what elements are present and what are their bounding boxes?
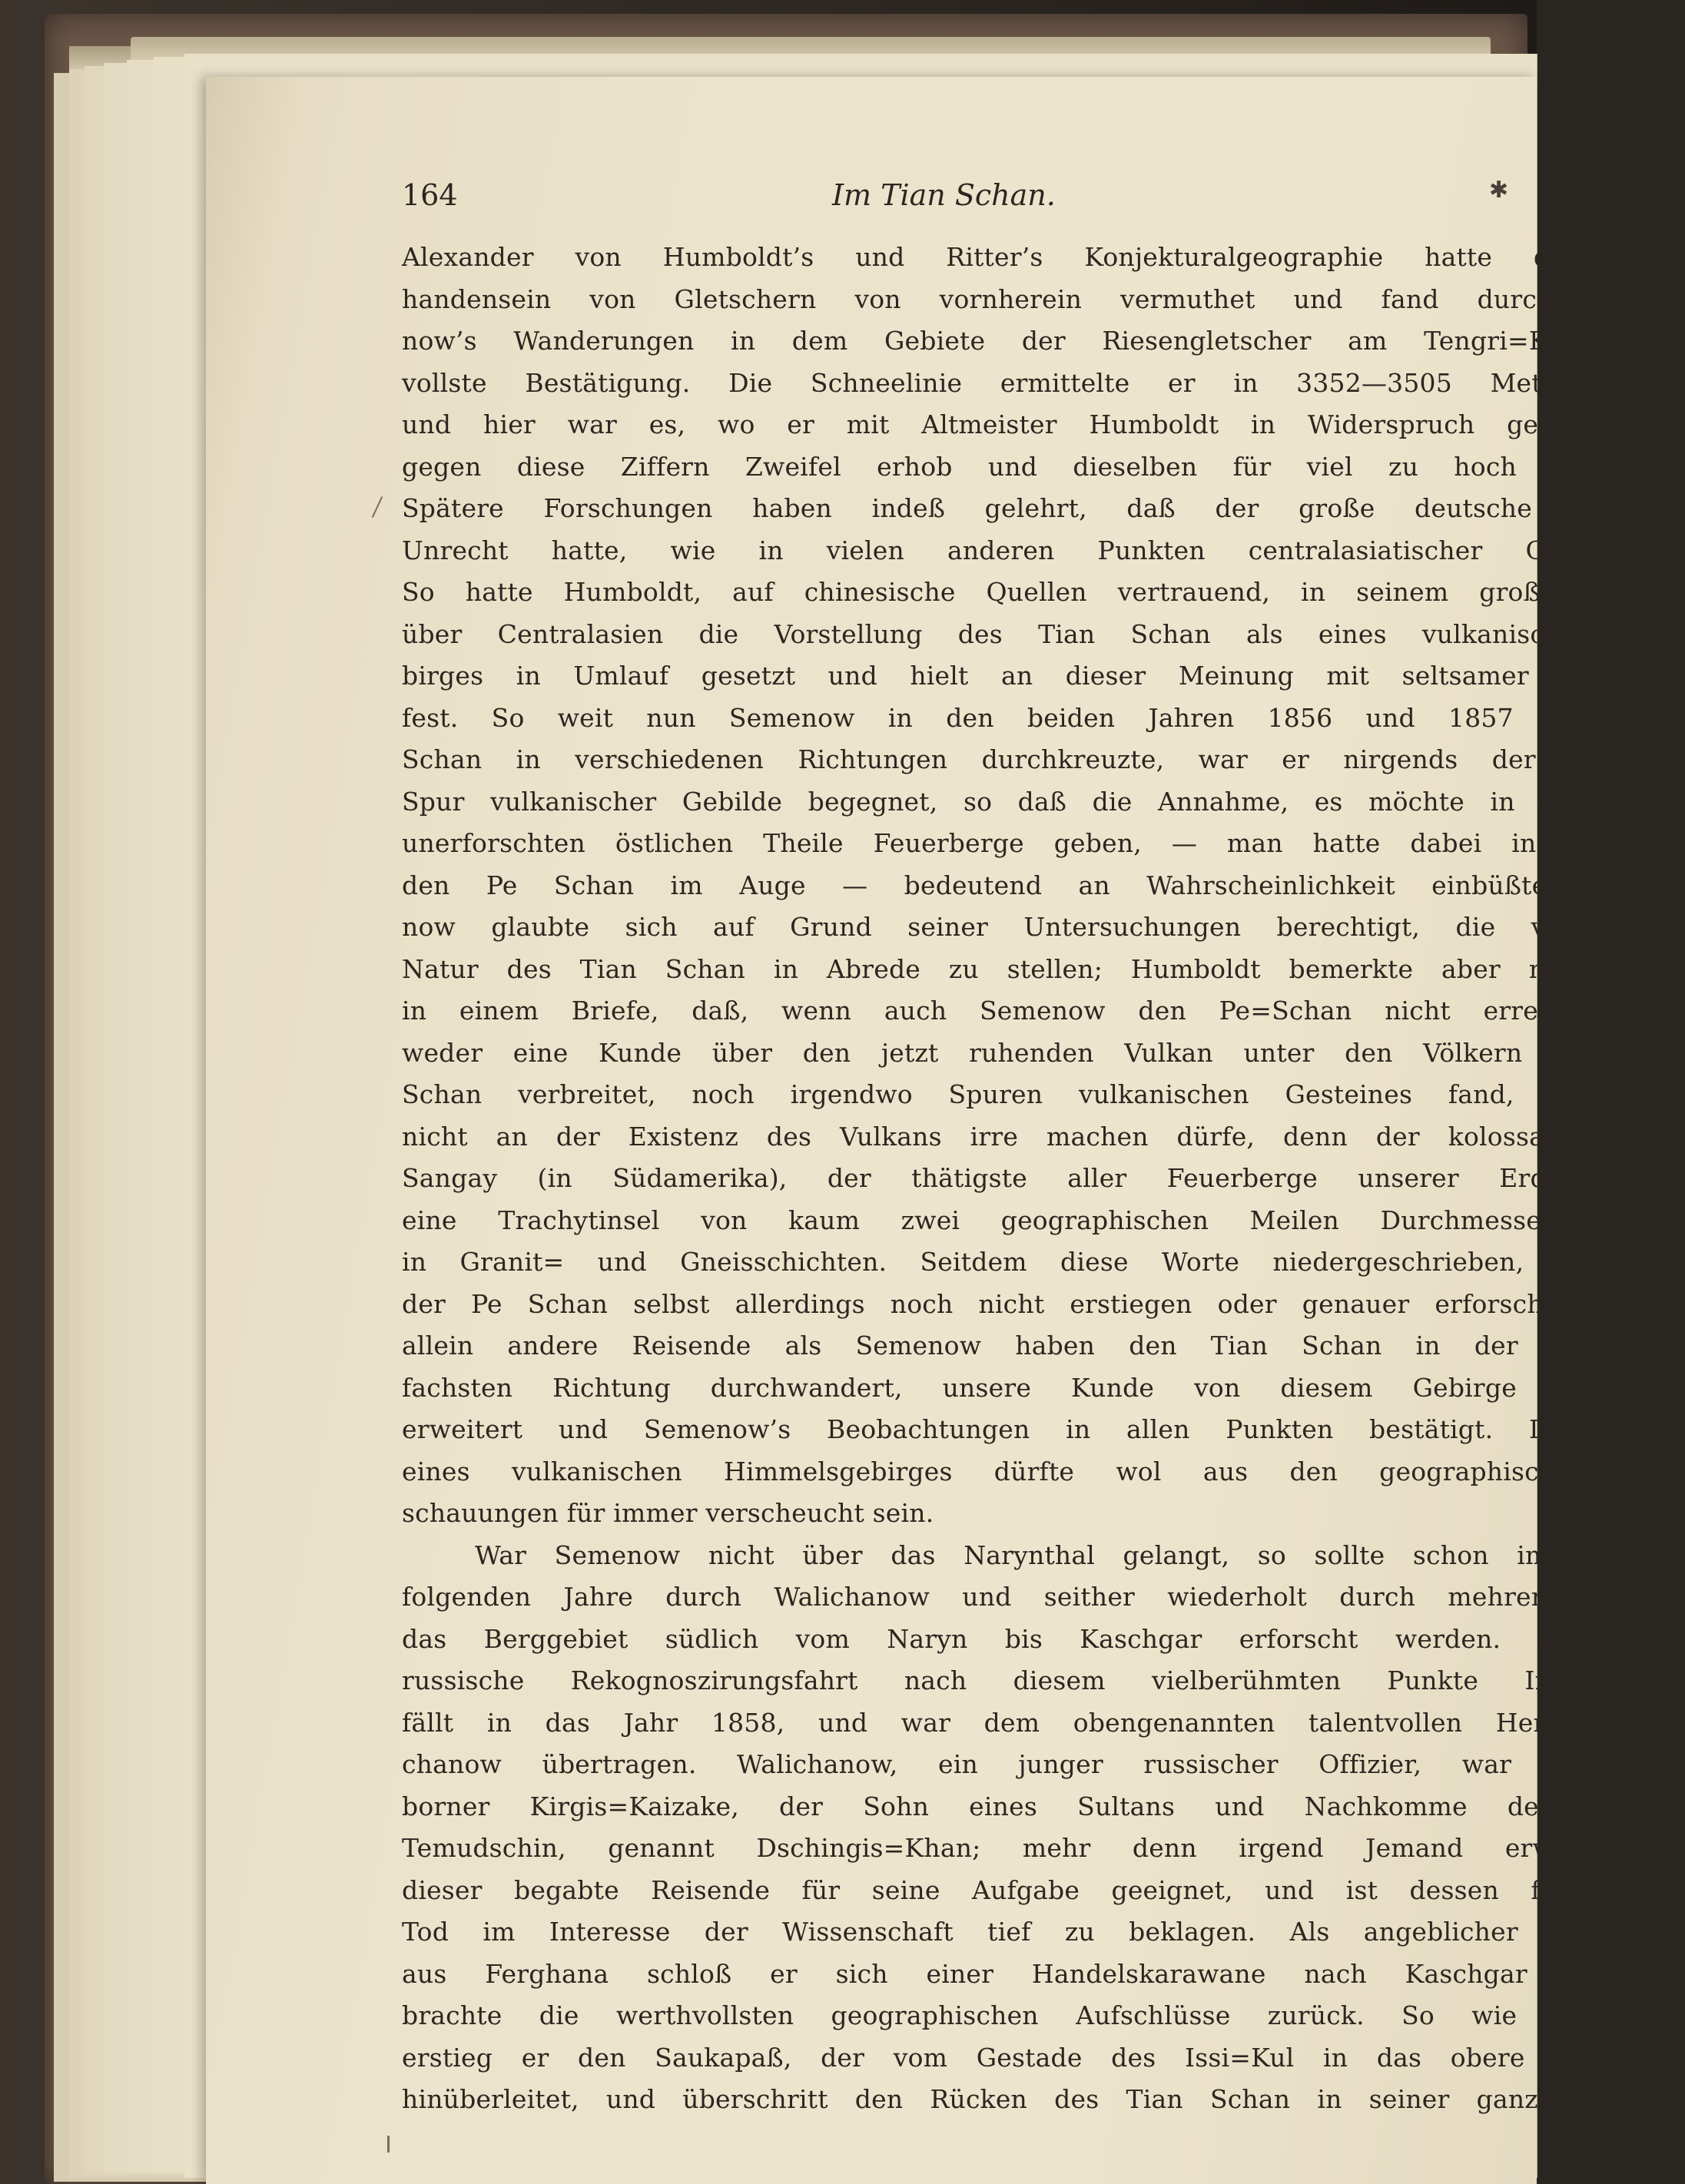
pencil-mark (387, 2136, 390, 2153)
text-line: aus Ferghana schloß er sich einer Handelskarawane nach Kaschgar an und (402, 1958, 1685, 1989)
text-line: vollste Bestätigung. Die Schneelinie ermittelte er in 3352—3505 Meter Höhe, (402, 367, 1685, 398)
page-body (402, 237, 1685, 2121)
text-line: dieser begabte Reisende für seine Aufgabe geeignet, und ist dessen frühzeitiger (402, 1874, 1685, 1905)
text-line: Natur des Tian Schan in Abrede zu stellen; Humboldt bemerkte aber noch 1858 (402, 953, 1685, 984)
text-line: Unrecht hatte, wie in vielen anderen Punkten centralasiatischer Geographie. (402, 535, 1685, 565)
text-line: Spätere Forschungen haben indeß gelehrt, daß der große deutsche Gelehrte (402, 493, 1685, 523)
text-line: den Pe Schan im Auge — bedeutend an Wahrscheinlichkeit einbüßte. Seme= (402, 870, 1685, 900)
text-line: allein andere Reisende als Semenow haben den Tian Schan in der mannich= (402, 1331, 1685, 1360)
text-line: Sangay (in Südamerika), der thätigste aller Feuerberge unserer Erde, bildet (402, 1163, 1685, 1193)
text-line: in Granit= und Gneisschichten. Seitdem diese Worte niedergeschrieben, ist zwar (402, 1247, 1685, 1277)
text-line: erweitert und Semenow’s Beobachtungen in allen Punkten bestätigt. Der Wahn (402, 1414, 1685, 1444)
text-line: über Centralasien die Vorstellung des Tian Schan als eines vulkanischen Ge= (402, 618, 1685, 649)
page-number: 164 (402, 178, 458, 212)
paragraph-start-line: War Semenow nicht über das Narynthal gelangt, so sollte schon im nächst= (475, 1539, 1685, 1570)
text-line: Tod im Interesse der Wissenschaft tief zu beklagen. Als angeblicher Kaufmann (402, 1917, 1685, 1947)
text-line: fachsten Richtung durchwandert, unsere Kunde von diesem Gebirge unendlich (402, 1372, 1685, 1403)
text-line: erstieg er den Saukapaß, der vom Gestade des Issi=Kul in das obere Narynthal (402, 2042, 1685, 2073)
text-line: schauungen für immer verscheucht sein. (402, 1498, 934, 1528)
text-line: Schan in verschiedenen Richtungen durchkreuzte, war er nirgends der leisesten (402, 744, 1685, 774)
text-line: now’s Wanderungen in dem Gebiete der Riesengletscher am Tengri=Khan ihre (402, 326, 1685, 356)
text-line: eine Trachytinsel von kaum zwei geographischen Meilen Durchmesser, mitten (402, 1205, 1685, 1235)
text-line: chanow übertragen. Walichanow, ein junger russischer Offizier, war ein ge= (402, 1749, 1685, 1779)
text-line: weder eine Kunde über den jetzt ruhenden Vulkan unter den Völkern des Tian (402, 1037, 1685, 1068)
text-line: Alexander von Humboldt’s und Ritter’s Konjekturalgeographie hatte das Vor= (402, 242, 1685, 272)
text-line: So hatte Humboldt, auf chinesische Quellen vertrauend, in seinem großen Werke (402, 577, 1685, 607)
text-line: birges in Umlauf gesetzt und hielt an dieser Meinung mit seltsamer Zähigkeit (402, 661, 1685, 691)
text-line: nicht an der Existenz des Vulkans irre machen dürfe, denn der kolossale Vulkan (402, 1121, 1685, 1152)
text-line: fest. So weit nun Semenow in den beiden Jahren 1856 und 1857 den Tian (402, 702, 1685, 733)
text-line: borner Kirgis=Kaizake, der Sohn eines Sultans und Nachkomme des großen (402, 1791, 1685, 1821)
text-line: handensein von Gletschern von vornherein vermuthet und fand durch Seme= (402, 283, 1685, 314)
ornament-icon: ✱ (1489, 177, 1509, 204)
text-line: folgenden Jahre durch Walichanow und seither wiederholt durch mehrere Andere (402, 1582, 1685, 1612)
running-title: Im Tian Schan. (832, 178, 1056, 212)
text-line: und hier war es, wo er mit Altmeister Humboldt in Widerspruch gerieth, der (402, 409, 1685, 439)
book-page (206, 77, 1685, 2184)
text-line: russische Rekognoszirungsfahrt nach diesem vielberühmten Punkte Innerasien’s (402, 1665, 1685, 1695)
text-line: hinüberleitet, und überschritt den Rücken des Tian Schan in seiner ganzen Breite. (402, 2084, 1685, 2114)
text-line: unerforschten östlichen Theile Feuerberge geben, — man hatte dabei insbesondere (402, 828, 1685, 858)
text-line: Spur vulkanischer Gebilde begegnet, so daß die Annahme, es möchte in dem noch (402, 786, 1685, 817)
text-line: in einem Briefe, daß, wenn auch Semenow den Pe=Schan nicht erreichte und (402, 996, 1685, 1026)
text-line: fällt in das Jahr 1858, und war dem obengenannten talentvollen Herrn Wali= (402, 1707, 1685, 1738)
page-header (402, 178, 1554, 224)
text-line: gegen diese Ziffern Zweifel erhob und dieselben für viel zu hoch erachtete. (402, 451, 1685, 482)
text-line: Temudschin, genannt Dschingis=Khan; mehr denn irgend Jemand erwies sich (402, 1833, 1685, 1863)
text-line: das Berggebiet südlich vom Naryn bis Kaschgar erforscht werden. Die erste (402, 1623, 1685, 1654)
text-line: eines vulkanischen Himmelsgebirges dürfte wol aus den geographischen An= (402, 1456, 1685, 1486)
text-line: der Pe Schan selbst allerdings noch nicht erstiegen oder genauer erforscht worden, (402, 1288, 1685, 1319)
pencil-mark (372, 496, 383, 518)
text-line: now glaubte sich auf Grund seiner Untersuchungen berechtigt, die vulkanische (402, 912, 1685, 942)
text-line: Schan verbreitet, noch irgendwo Spuren vulkanischen Gesteines fand, uns dies (402, 1079, 1685, 1109)
text-line: brachte die werthvollsten geographischen Aufschlüsse zurück. So wie Semenow, (402, 2000, 1685, 2030)
